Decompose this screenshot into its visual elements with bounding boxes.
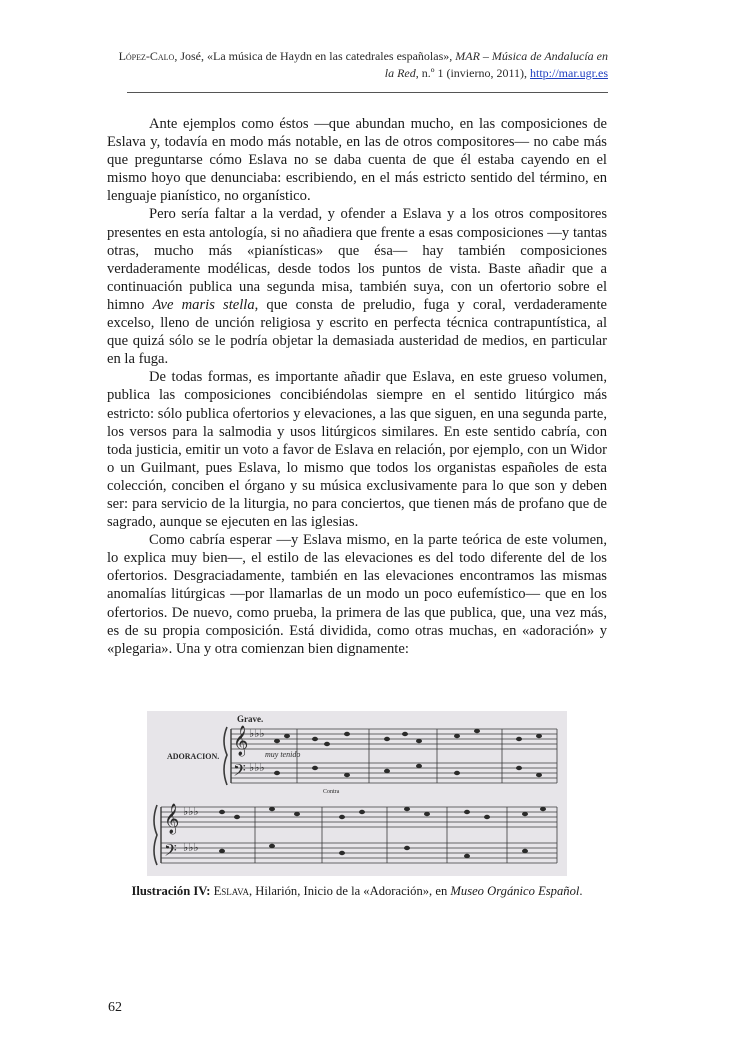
section-label: ADORACION.: [167, 752, 220, 761]
svg-text:𝄢: 𝄢: [233, 762, 246, 784]
svg-text:♭♭♭: ♭♭♭: [183, 806, 199, 818]
svg-text:𝄞: 𝄞: [233, 726, 249, 755]
svg-text:♭♭♭: ♭♭♭: [249, 728, 265, 740]
svg-text:𝄞: 𝄞: [164, 804, 180, 833]
svg-text:𝄢: 𝄢: [164, 842, 177, 864]
paragraph-2: [107, 205, 607, 368]
svg-text:♭♭♭: ♭♭♭: [183, 842, 199, 854]
header-rule: [127, 92, 608, 93]
svg-text:♭♭♭: ♭♭♭: [249, 762, 265, 774]
header-author-surname: López-Calo: [118, 49, 175, 63]
paragraph-1: Ante ejemplos como éstos —que abundan mucho, en las composiciones de Eslava y, todavía en modo más notable, en las de otros compositores— no cabe más que preguntarse cómo Eslava no se daba cuenta de que él estaba cayendo en el mismo hoyo que denunciaba: escribiendo, en el más estricto sentido del término, en lenguaje pianístico, no organístico.: [107, 116, 607, 205]
header-url-link[interactable]: http://mar.ugr.es: [530, 66, 608, 80]
paragraph-2-text-b: , que consta de preludio, fuga y coral, verdaderamente excelso, lleno de unción religiosa y escrito en perfecta técnica contrapuntística, al que quizá sólo se le podría objetar la demasiada austeridad de medios, en particular en la fuga.: [107, 296, 607, 368]
header-journal: MAR – Música de Andalucía en la Red: [384, 49, 608, 80]
tempo-marking: Grave.: [237, 714, 264, 724]
caption-text: , Hilarión, Inicio de la «Adoración», en: [248, 884, 451, 898]
figure-caption: [107, 883, 607, 899]
header-citation: , José, «La música de Haydn en las catedrales españolas»,: [174, 49, 456, 63]
paragraph-2-text-a: Pero sería faltar a la verdad, y ofender a Eslava y a los otros compositores presentes en esta antología, si no añadiera que frente a esas composiciones —y tantas otras, mucho más «pianísticas» que ésa— hay también composiciones verdaderamente modélicas, desde todos los puntos de vista. Baste añadir que a continuación publica una segunda misa, también suya, con un ofertorio sobre el himno: [107, 206, 607, 313]
paragraph-4: Como cabría esperar —y Eslava mismo, en la parte teórica de este volumen, lo explica muy bien—, el estilo de las elevaciones es del todo diferente del de los ofertorios. Desgraciadamente, también en las elevaciones encontramos las mismas anomalías litúrgicas —por llamarlas de un modo un poco eufemístico— que en los ofertorios. De nuevo, como prueba, la primera de las que publica, que, una vez más, es de su propia composición. Está dividida, como otras muchas, en «adoración» y «plegaria». Una y otra comienzan bien dignamente:: [107, 532, 607, 657]
music-score-figure: [147, 711, 567, 876]
caption-source: Museo Orgánico Español: [450, 884, 580, 898]
dynamic-marking: muy tenido: [265, 750, 301, 759]
page-number: 62: [108, 1000, 122, 1015]
caption-end: .: [579, 884, 583, 898]
header-issue: , n.º 1 (invierno, 2011),: [415, 66, 530, 80]
caption-composer: Eslava: [213, 884, 249, 898]
hymn-title: Ave maris stella: [152, 296, 255, 313]
pedal-marking: Contra: [323, 789, 340, 795]
music-score-image: [147, 711, 567, 876]
paragraph-3: De todas formas, es importante añadir que Eslava, en este grueso volumen, publica las composiciones concibiéndolas siempre en el sentido litúrgico más estricto: sólo publica ofertorios y elevaciones, a las que siguen, en una segunda parte, los versos para la salmodia y usos litúrgicos similares. En este sentido cabría, con toda justicia, emitir un voto a favor de Eslava en relación, por ejemplo, con un Widor o un Guilmant, pues Eslava, lo mismo que todos los organistas españoles de esta colección, conciben el órgano y su música exclusivamente para lo que son y deben ser: para servicio de la liturgia, no para conciertos, que tienen más de profano que de sagrado, aunque se ejecuten en las iglesias.: [107, 369, 607, 531]
body-text: [107, 115, 607, 658]
caption-label: Ilustración IV:: [131, 884, 211, 898]
running-header: [108, 48, 608, 82]
